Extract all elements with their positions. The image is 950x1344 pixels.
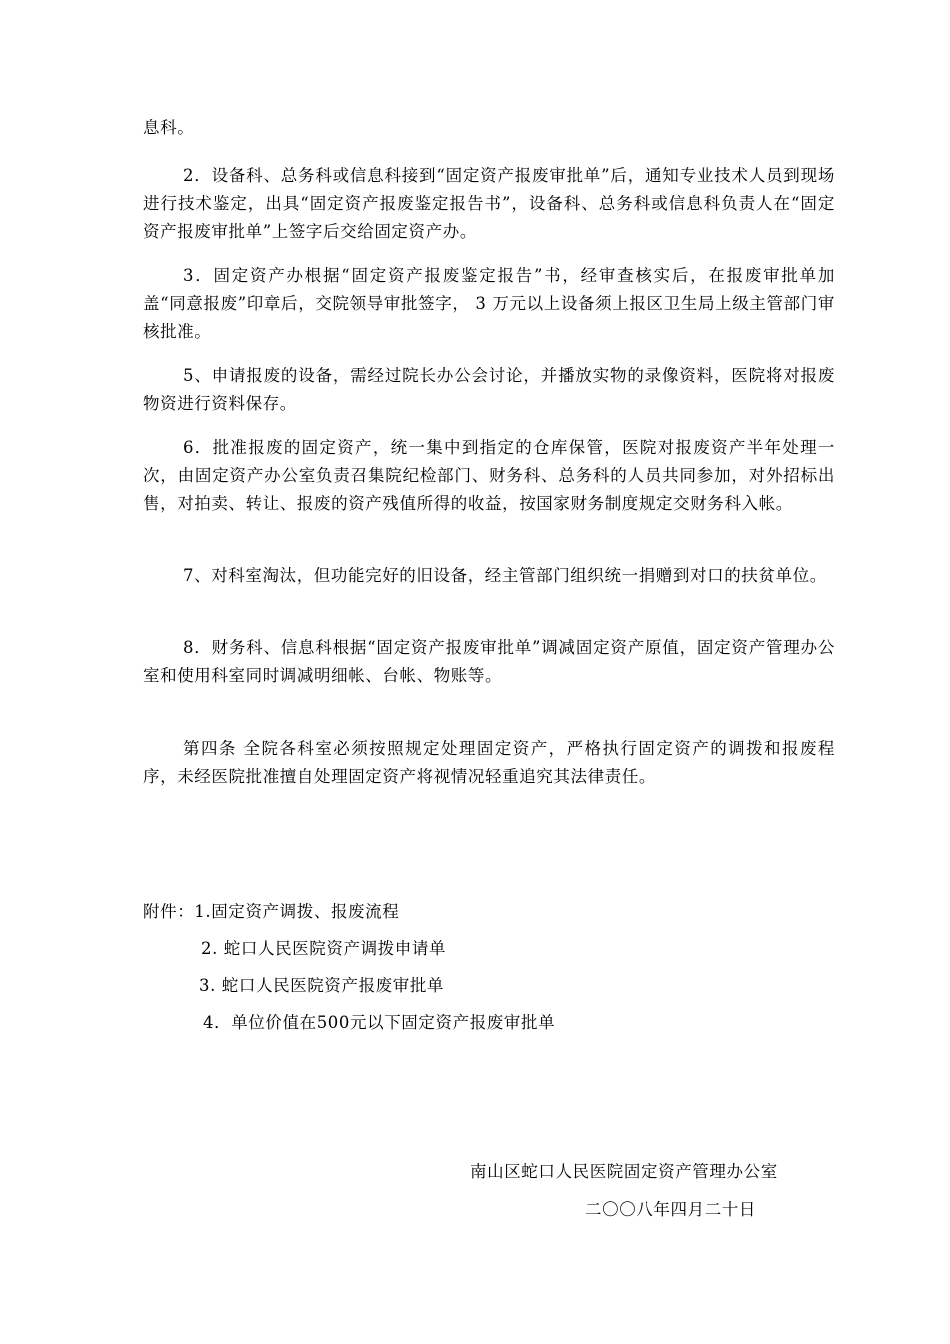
article-4-paragraph: 第四条 全院各科室必须按照规定处理固定资产，严格执行固定资产的调拨和报废程序，未经医院批准擅自处理固定资产将视情况轻重追究其法律责任。 <box>143 739 835 786</box>
signature-date: 二〇〇八年四月二十日 <box>585 1200 756 1219</box>
attachment-4: 4．单位价值在500元以下固定资产报废审批单 <box>203 1013 556 1032</box>
item-5-paragraph: 5、申请报废的设备，需经过院长办公会讨论，并播放实物的录像资料，医院将对报废物资进行资料保存。 <box>143 366 835 413</box>
item-3-paragraph: 3．固定资产办根据“固定资产报废鉴定报告”书，经审查核实后，在报废审批单加盖“同意报废”印章后，交院领导审批签字， 3 万元以上设备须上报区卫生局上级主管部门审核批准。 <box>143 266 835 341</box>
item-6-paragraph: 6．批准报废的固定资产，统一集中到指定的仓库保管，医院对报废资产半年处理一次，由固定资产办公室负责召集院纪检部门、财务科、总务科的人员共同参加，对外招标出售，对拍卖、转让、报废的资产残值所得的收益，按国家财务制度规定交财务科入帐。 <box>143 438 835 513</box>
attachment-2: 2. 蛇口人民医院资产调拨申请单 <box>201 939 447 958</box>
item-2-paragraph: 2．设备科、总务科或信息科接到“固定资产报废审批单”后，通知专业技术人员到现场进行技术鉴定，出具“固定资产报废鉴定报告书”，设备科、总务科或信息科负责人在“固定资产报废审批单”上签字后交给固定资产办。 <box>143 166 835 241</box>
signature-office: 南山区蛇口人民医院固定资产管理办公室 <box>470 1162 778 1181</box>
attachment-1: 附件：1.固定资产调拨、报废流程 <box>143 902 400 921</box>
item-7-paragraph: 7、对科室淘汰，但功能完好的旧设备，经主管部门组织统一捐赠到对口的扶贫单位。 <box>183 566 827 585</box>
item-8-paragraph: 8．财务科、信息科根据“固定资产报废审批单”调减固定资产原值，固定资产管理办公室和使用科室同时调减明细帐、台帐、物账等。 <box>143 638 835 685</box>
continuation-text: 息科。 <box>143 118 195 137</box>
attachment-3: 3. 蛇口人民医院资产报废审批单 <box>199 976 445 995</box>
